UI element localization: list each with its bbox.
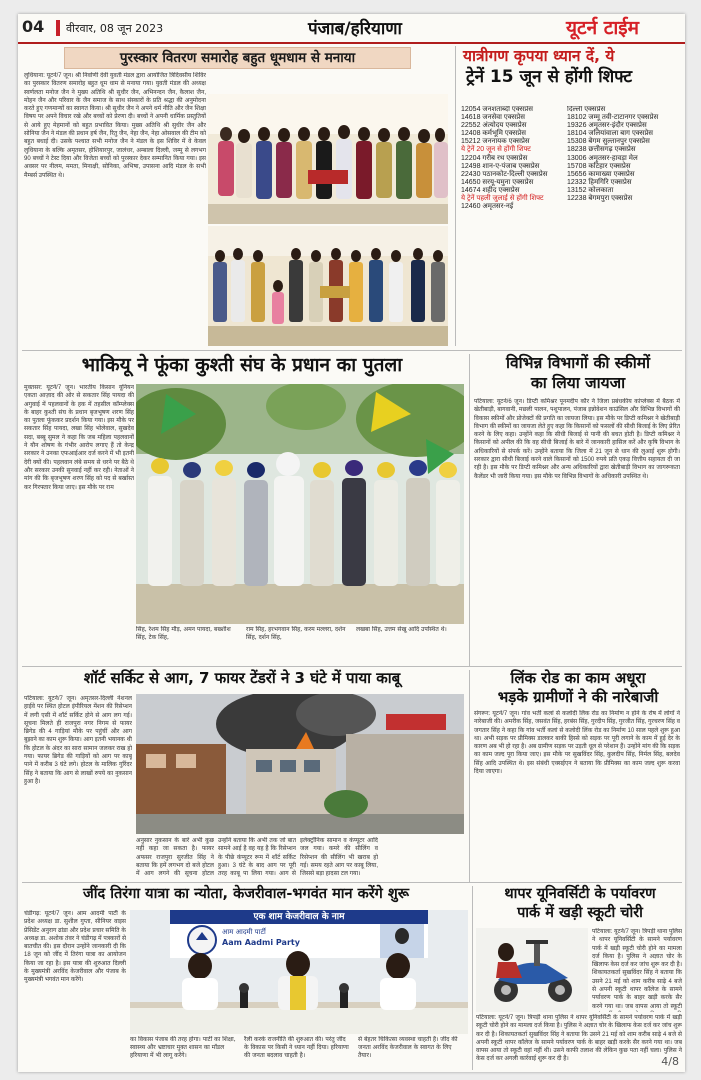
section-divider <box>22 666 682 667</box>
article1-photo-top <box>208 94 448 224</box>
train-entry: ये ट्रेनें 20 जून से होंगी शिफ्ट <box>461 146 531 154</box>
linkroad-headline-line1: लिंक रोड का काम अधूरा <box>510 669 646 687</box>
article4-caption-3: से बेहतर चिकित्सा व्यवस्था चाहती है। जींद की जनता अरविंद केजरीवाल के स्वागत के लिए तैयार। <box>358 1036 458 1059</box>
train-entry: 12238 बेगमपुरा एक्सप्रेस <box>567 195 633 203</box>
column-divider <box>455 46 456 346</box>
thapar-body: पटियाला: यूटर्न/7 जून। त्रिपड़ी थाना पुलिस ने थापर यूनिवर्सिटी के सामने पर्यावरण पार्क में खड़ी स्कूटी चोरी होने का मामला दर्ज किया है। पुलिस ने अज्ञात चोर के खिलाफ केस दर्ज कर जांच शुरू कर दी है। शिकायतकर्ता सुखविंदर सिंह ने बताया कि उसने 21 मई को शाम करीब साढ़े 4 बजे से अपनी स्कूटी थापर कॉलेज के सामने पर्यावरण पार्क के बाहर खड़ी करके सैर करने गया था। जब वापस आया तो स्कूटी वहां नहीं थी। उसने काफी तलाश की लेकिन कुछ पता नहीं चला। पुलिस ने केस दर्ज कर अगली कार्रवाई शुरू कर दी है। <box>476 1015 682 1063</box>
train-entry: दिल्ली एक्सप्रेस <box>567 106 606 113</box>
schemes-headline-line2: का लिया जायजा <box>530 374 626 392</box>
train-entry: 19326 अमृतसर-इंदौर एक्सप्रेस <box>567 122 647 130</box>
article1-headline: पुरस्कार वितरण समारोह बहुत धूमधाम से मनाया <box>64 47 411 69</box>
train-entry: 22430 पठानकोट-दिल्ली एक्सप्रेस <box>461 170 548 178</box>
thapar-scooter-photo <box>476 928 588 1012</box>
aap-party-name-hindi: आम आदमी पार्टी <box>222 928 266 936</box>
section-title: पंजाब/हरियाणा <box>308 19 402 39</box>
train-entry: 18102 जम्मू तवी-टाटानगर एक्सप्रेस <box>567 114 659 122</box>
article4-caption-1: का विकास पंजाब की तरह होगा। पार्टी का शिक्षा, स्वास्थ्य और भ्रष्टाचार मुक्त शासन का मॉडल हरियाणा में भी लागू करेंगे। <box>130 1036 236 1059</box>
trains-headline-line2: ट्रेनें 15 जून से होंगी शिफ्ट <box>466 67 633 87</box>
newspaper-page <box>18 14 685 1072</box>
article3-headline: शॉर्ट सर्किट से आग, 7 फायर टेंडरों ने 3 घंटे में पाया काबू <box>83 669 401 687</box>
train-entry: 18238 छत्तीसगढ़ एक्सप्रेस <box>567 146 636 154</box>
train-entry: 18104 जलियांवाला बाग एक्सप्रेस <box>567 130 654 138</box>
train-entry: 12332 हिमगिरि एक्सप्रेस <box>567 178 632 186</box>
trains-headline-line1: यात्रीगण कृपया ध्यान दें, ये <box>463 47 615 65</box>
train-entry: ये ट्रेनें पहली जुलाई से होंगी शिफ्ट <box>461 195 544 203</box>
newspaper-logo: यूटर्न टाईम <box>566 17 639 39</box>
column-divider <box>469 670 470 882</box>
train-entry: 12408 कर्मभूमि एक्सप्रेस <box>461 130 526 138</box>
article4-press-photo <box>130 910 468 1034</box>
train-entry: 14674 शहीद एक्सप्रेस <box>461 186 520 194</box>
train-entry: 15212 जननायक एक्सप्रेस <box>461 138 530 146</box>
train-entry: 12498 शान-ए-पंजाब एक्सप्रेस <box>461 162 540 170</box>
train-entry: 14618 जनसेवा एक्सप्रेस <box>461 114 525 122</box>
page-number-divider <box>56 20 60 36</box>
article2-protest-photo <box>136 384 464 624</box>
column-divider <box>472 886 473 1070</box>
article4-body: चंडीगढ़: यूटर्न/7 जून। आम आदमी पार्टी के प्रदेश अध्यक्ष डा. सुशील गुप्ता, सीनियर वाइस प्रेसिडेंट अनुराग ढांडा और प्रदेश प्रचार समिति के अध्यक्ष डा. अशोक तंवर ने चंडीगढ़ में पत्रकारों से बातचीत की। इस दौरान उन्होंने जानकारी दी कि 18 जून को जींद में तिरंगा यात्रा का आयोजन किया जा रहा है। इस यात्रा की शुरुआत दिल्ली के मुख्यमंत्री अरविंद केजरीवाल और पंजाब के मुख्यमंत्री भगवंत मान करेंगे। <box>24 911 126 984</box>
article3-fire-photo <box>136 694 464 834</box>
issue-date: वीरवार, 08 जून 2023 <box>66 22 164 35</box>
article4-headline: जींद तिरंगा यात्रा का न्योता, केजरीवाल-भगवंत मान करेंगे शुरू <box>82 886 410 902</box>
article2-caption-2: राम सिंह, हरभगवान सिंह, करम मल्लरा, दर्शन सिंह, दर्शन सिंह, <box>246 626 346 641</box>
page-counter: 4/8 <box>661 1055 679 1068</box>
article4-caption-2: रैली करके राजनीति की शुरुआत की। परंतु जींद के विकास पर किसी ने ध्यान नहीं दिया। हरियाणा की जनता बदलाव चाहती है। <box>244 1036 349 1059</box>
article1-body: लुधियाना: यूटर्न/7 जून। श्री निर्वाणी देवी युवती मंडल द्वारा आयोजित त्रिदिवसीय शिविर का पुरस्कार वितरण समारोह बहुत धूम धाम से मनाया गया। युवती मंडल की अध्यक्ष स्वर्णलता मनोज जैन ने मुख्य अतिथि श्री सुधीर जैन, अभिनन्दन जैन, कैलाश जैन, मोहन जैन और परिवार के जैन समाज के साथ संस्कारों के प्रति श्रद्धा की अनुमोदना करते हुए गणमान्यों का स्वागत किया। श्री सुधीर जैन ने अपने धर्म नीति और जैन शिक्षा विषय पर अपने विचार रखे और बच्चों को प्रेरणा दी। बच्चों ने अपनी धार्मिक प्रस्तुतियों से आये हुए मेहमानों को बहुत प्रभावित किया। मुख्य अतिथि श्री सुधीर जैन और सोनिया जैन ने मंडल की प्रधान हर्ष जैन, रितु जैन, नेहा जैन, नेहा ओसवाल की टीम को बहुत बधाई दी। उसके पश्चात सभी मनोज जैन ने मंडल के इस शिविर में वे केवल लुधियाना के बल्कि अमृतसर, होशियारपुर, जालंधर, अम्बाला दिल्ली, जम्मू से लगभग 90 बच्चों ने टेस्ट दिया और विजेता बच्चों को पुरस्कार देकर सम्मानित किया गया। इस अवसर पर नीलम, ममता, मिनाक्षी, सोनिका, अभिषा, उपासना आदि मंडल के सभी मैम्बर्स उपस्थित थे। <box>24 73 206 179</box>
article2-headline: भाकियू ने फूंका कुश्ती संघ के प्रधान का पुतला <box>81 354 403 376</box>
train-entry: 15656 कामाख्या एक्सप्रेस <box>567 170 635 178</box>
aap-party-name-english: Aam Aadmi Party <box>222 938 300 947</box>
article3-col2: अनुसार नुकसान के बारे अभी कुछ नहीं कहा जा सकता है। फायर अफसर राजपुरा सुरजीत सिंह ने बताया कि हमें लगभग दो बजे होटल में आग लगने की सूचना होटल <box>136 838 214 877</box>
thapar-headline-line1: थापर यूनिवर्सिटी के पर्यावरण <box>504 886 656 902</box>
article3-col4: इलेक्ट्रॉनिक सामान व कंप्यूटर आदि जल गया। कमरे की सीलिंग व रिसेप्शन की सीलिंग भी खराब हो गई। समय रहते आग पर काबू लिया, जिससे बड़ा हादसा टल गया। <box>300 838 378 877</box>
schemes-headline-line1: विभिन्न विभागों की स्कीमों <box>505 354 650 372</box>
train-entry: 15308 बेगम सुल्तानपुर एक्सप्रेस <box>567 138 650 146</box>
column-divider <box>469 354 470 666</box>
linkroad-body: संगरूर: यूटर्न/7 जून। गांव भर्ती कलां से कलोदी लिंक रोड का निर्माण न होने के रोष में लोगों ने नारेबाजी की। अमरीक सिंह, जसवंत सिंह, हरबंस सिंह, गुरदीप सिंह, गुरजीत सिंह, गुरचरण सिंह व जगतार सिंह ने कहा कि गांव भर्ती कलां से कलोदी लिंक रोड का निर्माण 10 साल पहले शुरू हुआ था। अभी सड़क पर प्रीमिक्स डालकर बाकी हिस्से को सड़क पर पूरी लगाने के काम में हुई देर के कारण अब भी हो रहा है। अब ग्रामीण सड़क पर उड़ती धूल से परेशान हैं। उन्होंने मांग की कि सड़क का काम जल्द पूरा किया जाए। इस मौके पर सुखविंदर सिंह, कुलदीप सिंह, निर्मल सिंह, बलदेव सिंह आदि उपस्थित थे। इस संबंधी एक्सईएन ने बताया कि प्रीमिक्स का काम जल्द शुरू करवा दिया जाएगा। <box>474 711 680 776</box>
train-entry: 14650 सरयू-यमुना एक्सप्रेस <box>461 178 534 186</box>
train-entry: 12460 अमृतसर-नई <box>461 203 514 211</box>
train-entry: 15708 कटिहार एक्सप्रेस <box>567 162 631 170</box>
train-entry: 12204 गरीब रथ एक्सप्रेस <box>461 154 528 162</box>
page-number: 04 <box>22 17 45 36</box>
thapar-body-side: पटियाला: यूटर्न/7 जून। त्रिपड़ी थाना पुलिस ने थापर यूनिवर्सिटी के सामने पर्यावरण पार्क में खड़ी स्कूटी चोरी होने का मामला दर्ज किया है। पुलिस ने अज्ञात चोर के खिलाफ केस दर्ज कर जांच शुरू कर दी है। शिकायतकर्ता सुखविंदर सिंह ने बताया कि उसने 21 मई को शाम करीब साढ़े 4 बजे से अपनी स्कूटी थापर कॉलेज के सामने पर्यावरण पार्क के बाहर खड़ी करके सैर करने गया था। जब वापस आया तो स्कूटी <box>592 929 682 1010</box>
page-header <box>18 14 685 44</box>
article3-col3: उन्होंने बताया कि अभी तक जो बात सामने आई है वह यह है कि रिसेप्शन के पीछे कंप्यूटर रूम में शॉर्ट सर्किट हुआ। 3 घंटे के बाद आग पर पूरी तरह काबू पा लिया गया। आग से <box>218 838 296 877</box>
section-divider <box>22 350 682 351</box>
train-entry: 12054 जनशताब्दी एक्सप्रेस <box>461 106 533 113</box>
article2-body: मुक्तसर: यूटर्न/7 जून। भारतीय किसान यूनियन एकता आज़ाद की ओर से सकतार सिंह पायदा की अगुवाई में पहलवानों के हक में तहसील कॉम्प्लेक्स के बाहर कुश्ती संघ के प्रधान बृजभूषण शरण सिंह का पुतला फूंककर प्रदर्शन किया गया। इस मौके पर सकतार सिंह पायदा, लखा सिंह भोलेवाल, सुखदेव सदा, बब्बू सुमल ने कहा कि जब महिला पहलवानों ने यौन शोषण के गंभीर आरोप लगाए हैं तो केन्द्र सरकार ने उनका एफआईआर दर्ज करने में भी इतनी देरी क्यों की। पहलवान लंबे समय से धरने पर बैठे थे और सरकार उनकी सुनवाई नहीं कर रही। नेताओं ने मांग की कि बृजभूषण शरण सिंह को पद से बर्खास्त कर गिरफ्तार किया जाए। इस मौके पर राम <box>24 385 134 491</box>
linkroad-headline-line2: भड़के ग्रामीणों ने की नारेबाजी <box>497 688 659 706</box>
aap-banner-title: एक शाम केजरीवाल के नाम <box>253 912 345 922</box>
train-entry: 13006 अमृतसर-हावड़ा मेल <box>567 154 638 162</box>
train-entry: 13152 कोलकाता <box>567 186 614 194</box>
trains-list-right <box>567 106 679 346</box>
article3-body: पटियाला: यूटर्न/7 जून। अमृतसर-दिल्ली नेशनल हाईवे पर स्थित होटल इंपीरियल मेंशन की रिसेप्शन में लगी एसी में शॉर्ट सर्किट होने से आग लग गई। सूचना मिलते ही राजपुरा नगर निगम से फायर ब्रिगेड की 4 गाड़ियां मौके पर पहुंचीं और आग बुझाने का काम शुरू किया। आग इतनी भयानक थी कि होटल के अंदर का सारा सामान जलकर राख हो गया। फायर ब्रिगेड की गाड़ियों को आग पर काबू पाने में करीब 3 घंटे लगे। होटल के मालिक गुरिंदर सिंह ने बताया कि आग से लाखों रुपये का नुकसान हुआ है। <box>24 696 132 785</box>
thapar-headline-line2: पार्क में खड़ी स्कूटी चोरी <box>517 905 643 921</box>
trains-list-left <box>461 106 564 346</box>
schemes-body: पटियाला: यूटर्न/6 जून। डिप्टी कमिश्नर पूनमदीप कौर ने जिला प्रबंधकीय कांप्लेक्स में बैठक में खेतीबाड़ी, बागवानी, मछली पालन, पशुपालन, पंजाब इन्नोवेशन काउंसिल और विभिन्न विभागों की विकास स्कीमों और प्रोजेक्टों की प्रगति का जायजा लिया। इस मौके पर डिप्टी कमिश्नर ने खेतीबाड़ी विभाग की स्कीमों का जायजा लेते हुए कहा कि किसानों को फसलों की सीधी बिजाई के लिए प्रेरित करने के लिए कहा। उन्होंने कहा कि सीधी बिजाई से पानी की बचत होती है। डिप्टी कमिश्नर ने किसानों को अपील की कि वह सीधी बिजाई के बारे में जानकारी हासिल करें और कृषि विभाग के अधिकारियों से संपर्क करें। उन्होंने बताया कि जिला में 21 जून से धान की लुआई शुरू होगी। सरकार द्वारा सीधी बिजाई करने वाले किसानों को 1500 रुपये प्रति एकड़ वित्तीय सहायता दी जा रही है। इस मौके पर डिप्टी कमिश्नर और अन्य अधिकारियों द्वारा खेतीबाड़ी विभाग का जागरूकता कैलेंडर भी जारी किया गया। इस मौके पर विभिन्न विभागों के अधिकारी उपस्थित थे। <box>474 399 680 480</box>
article2-caption-1: सिंह, रेशम सिंह मौड़, अमन पायदा, बख्शीश सिंह, टेक सिंह, <box>136 626 231 641</box>
train-entry: 22552 अंत्योदय एक्सप्रेस <box>461 122 527 130</box>
article2-caption-3: लखबा सिंह, उत्तम सेखू आदि उपस्थित थे। <box>356 626 447 633</box>
section-divider <box>22 882 682 883</box>
article1-photo-bottom <box>208 226 448 346</box>
